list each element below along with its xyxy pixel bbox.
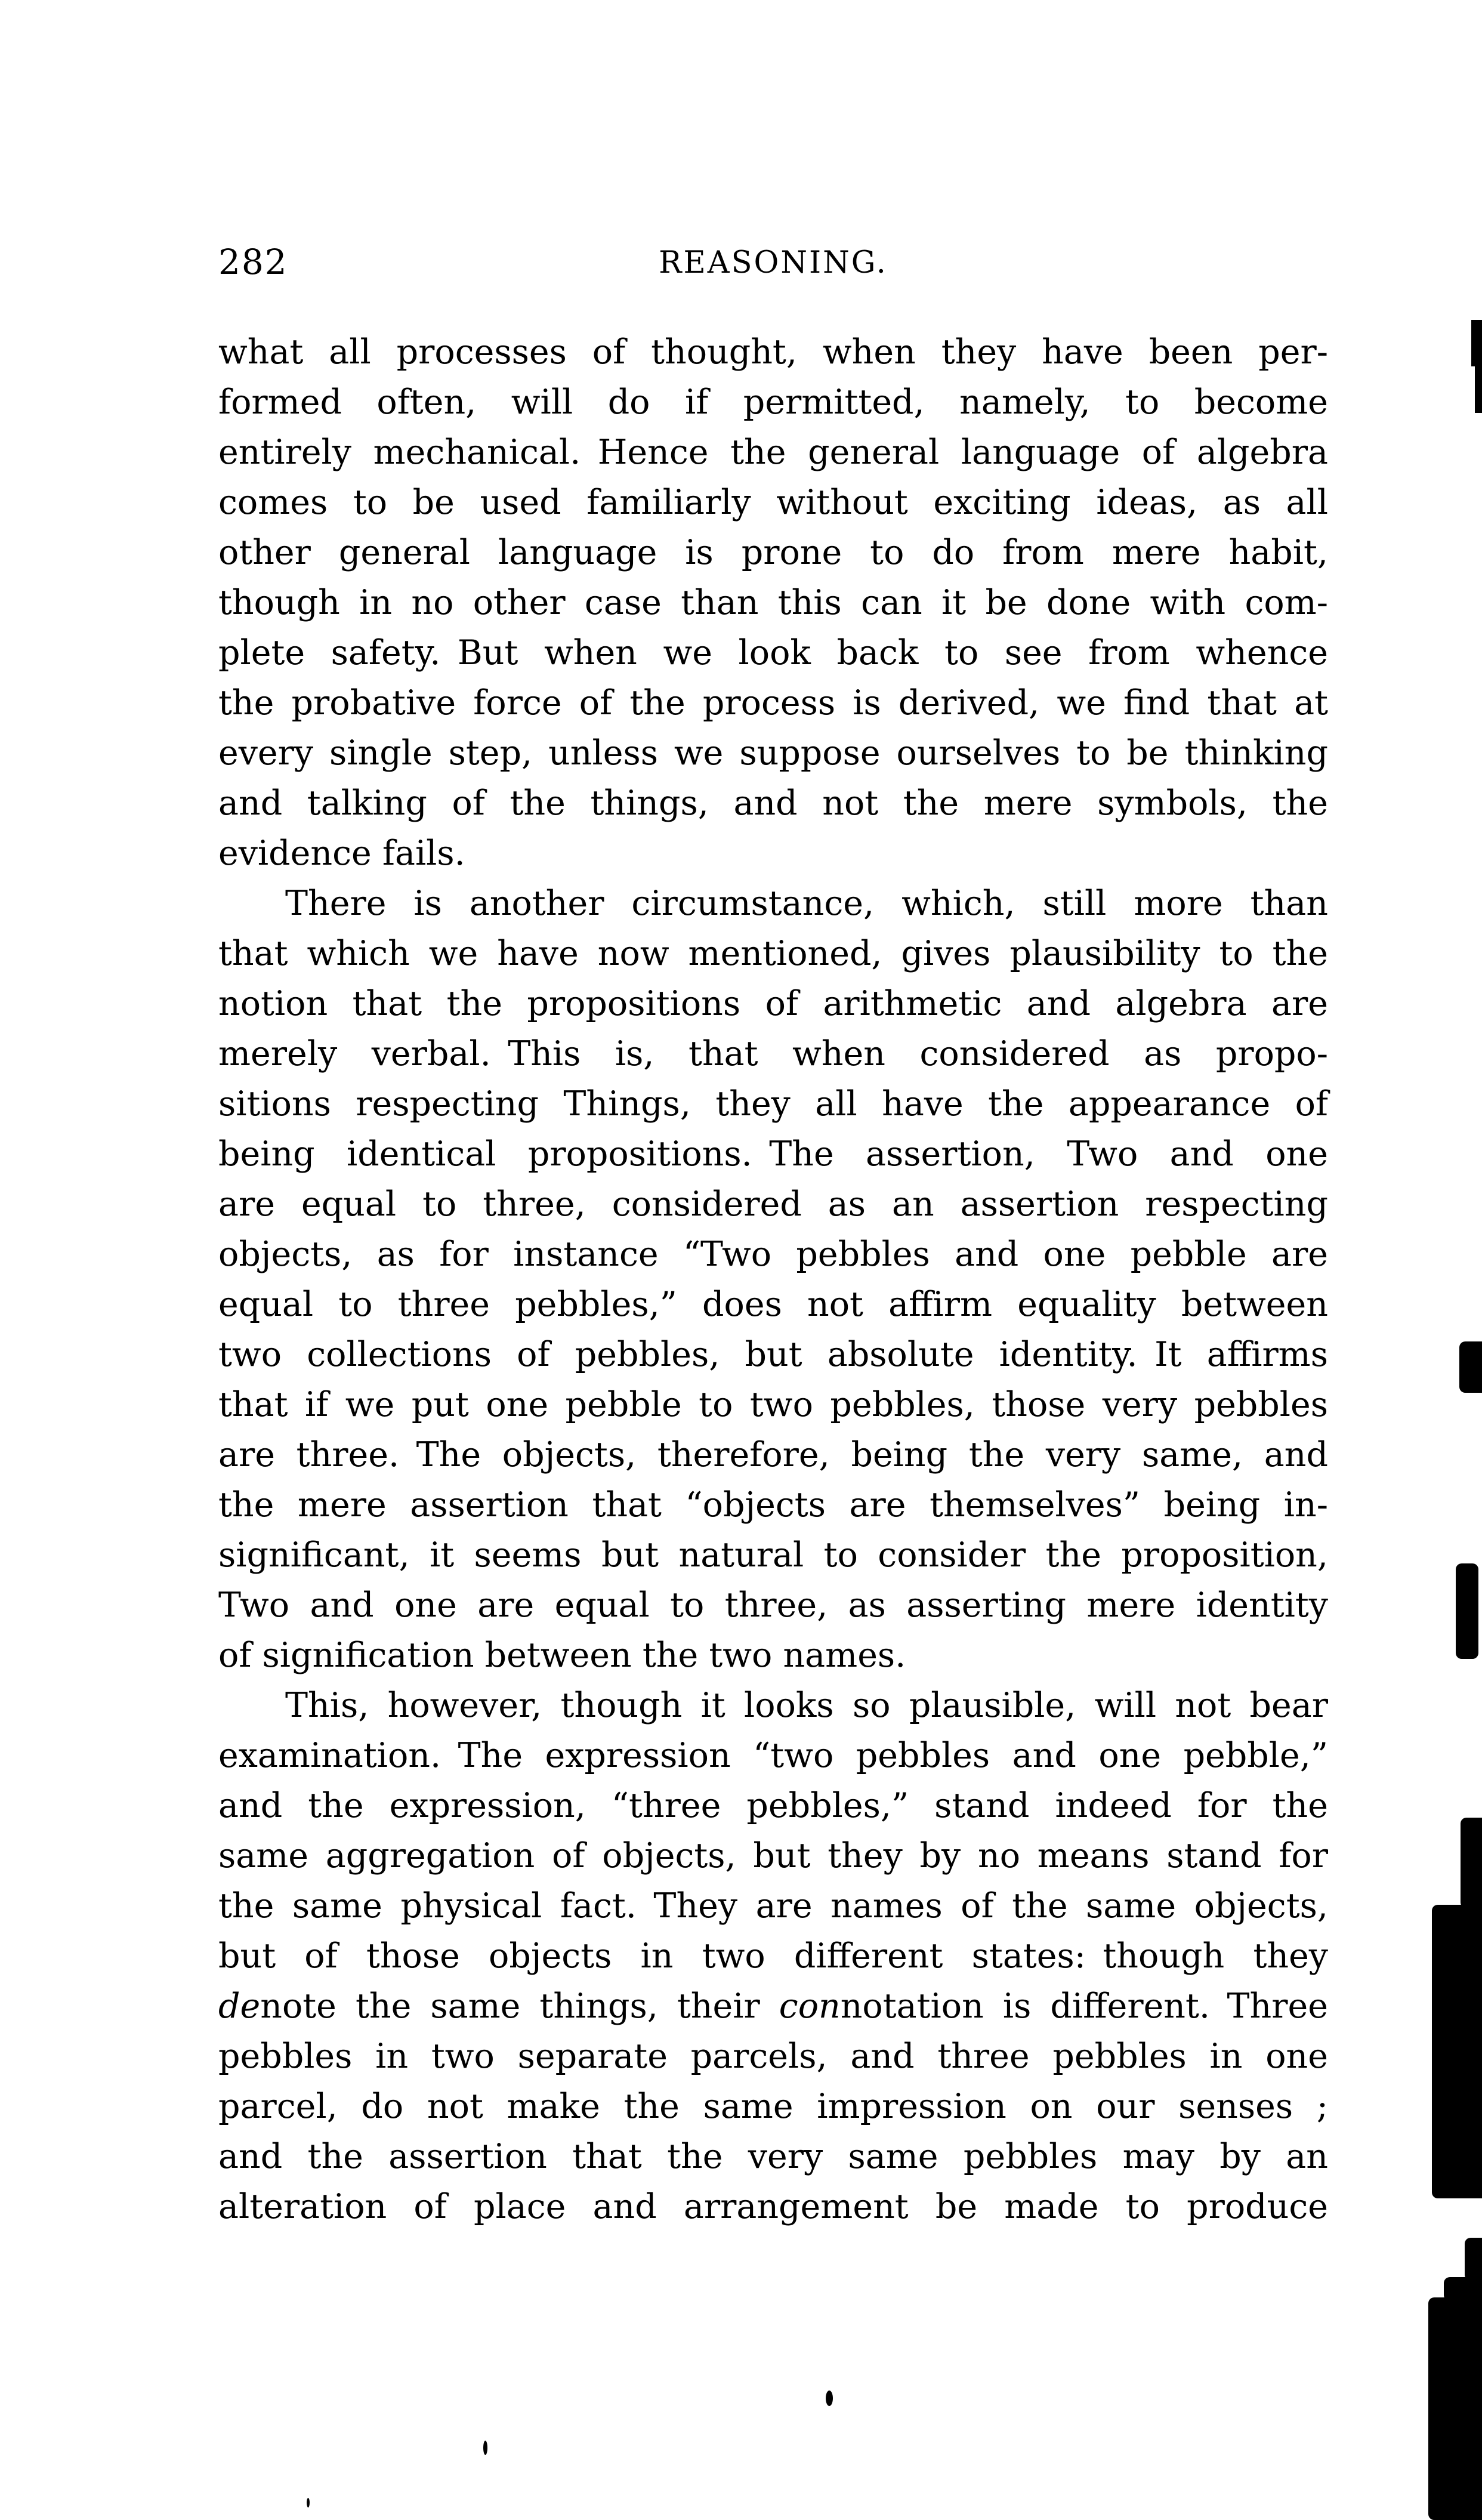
italic-fragment: con bbox=[779, 1987, 841, 2026]
text-line: comes to be used familiarly without exciting ideas, as all bbox=[218, 483, 1328, 522]
text-line: alteration of place and arrangement be made to produce bbox=[218, 2187, 1328, 2226]
scan-artifact-blob bbox=[1459, 1341, 1482, 1393]
text-line: There is another circumstance, which, still more than bbox=[285, 884, 1328, 923]
paragraph-2 bbox=[218, 878, 1328, 1680]
text-line: and the expression, “three pebbles,” stand indeed for the bbox=[218, 1786, 1328, 1825]
text-line: the probative force of the process is derived, we find that at bbox=[218, 683, 1328, 723]
text-line: sitions respecting Things, they all have the appearance of bbox=[218, 1084, 1328, 1124]
scan-artifact-blob bbox=[1465, 2238, 1482, 2281]
body-text bbox=[218, 327, 1328, 2232]
scan-artifact-edge-bar bbox=[1475, 363, 1482, 413]
text-line: that which we have now mentioned, gives plausibility to the bbox=[218, 934, 1328, 973]
text-line: parcel, do not make the same impression on our senses ; bbox=[218, 2087, 1328, 2126]
page-number: 282 bbox=[218, 242, 288, 282]
text-line: the mere assertion that “objects are themselves” being in- bbox=[218, 1485, 1328, 1525]
text-line: that if we put one pebble to two pebbles, those very pebbles bbox=[218, 1385, 1328, 1424]
scan-artifact-blob bbox=[1456, 1563, 1478, 1659]
text-line: objects, as for instance “Two pebbles and one pebble are bbox=[218, 1235, 1328, 1274]
text-fragment: notation is different. Three bbox=[840, 1987, 1328, 2026]
text-line: merely verbal. This is, that when considered as propo- bbox=[218, 1034, 1328, 1074]
text-line: plete safety. But when we look back to see from whence bbox=[218, 633, 1328, 673]
text-line: every single step, unless we suppose ourselves to be thinking bbox=[218, 733, 1328, 773]
scan-artifact-blob bbox=[1432, 1905, 1482, 2198]
text-line: examination. The expression “two pebbles and one pebble,” bbox=[218, 1736, 1328, 1775]
text-line: This, however, though it looks so plausible, will not bear bbox=[285, 1686, 1328, 1725]
text-line: two collections of pebbles, but absolute identity. It affirms bbox=[218, 1335, 1328, 1374]
text-line: evidence fails. bbox=[218, 834, 465, 873]
scan-artifact-blob bbox=[1461, 1818, 1482, 1908]
text-line: notion that the propositions of arithmetic and algebra are bbox=[218, 984, 1328, 1023]
italic-fragment: de bbox=[218, 1987, 261, 2026]
scan-artifact-speck bbox=[826, 2391, 833, 2406]
text-line: entirely mechanical. Hence the general language of algebra bbox=[218, 433, 1328, 472]
text-line: of signification between the two names. bbox=[218, 1636, 906, 1675]
running-head: REASONING. bbox=[659, 245, 888, 280]
paragraph-1 bbox=[218, 327, 1328, 878]
text-line: other general language is prone to do from mere habit, bbox=[218, 533, 1328, 572]
text-line: being identical propositions. The assertion, Two and one bbox=[218, 1134, 1328, 1174]
paragraph-3 bbox=[218, 1680, 1328, 2232]
text-line: pebbles in two separate parcels, and three pebbles in one bbox=[218, 2037, 1328, 2076]
scan-artifact-edge-bar bbox=[1471, 320, 1482, 366]
text-line: are three. The objects, therefore, being the very same, and bbox=[218, 1435, 1328, 1475]
text-line: formed often, will do if permitted, namely, to become bbox=[218, 383, 1328, 422]
text-line: significant, it seems but natural to consider the proposition, bbox=[218, 1535, 1328, 1575]
text-line: but of those objects in two different states: though they bbox=[218, 1936, 1328, 1976]
text-fragment: note the same things, their bbox=[260, 1987, 779, 2026]
text-line: same aggregation of objects, but they by no means stand for bbox=[218, 1836, 1328, 1876]
text-line: what all processes of thought, when they have been per- bbox=[218, 332, 1328, 372]
text-line: Two and one are equal to three, as asserting mere identity bbox=[218, 1586, 1328, 1625]
text-line: though in no other case than this can it be done with com- bbox=[218, 583, 1328, 622]
text-line: and talking of the things, and not the mere symbols, the bbox=[218, 784, 1328, 823]
text-line: are equal to three, considered as an assertion respecting bbox=[218, 1185, 1328, 1224]
text-line-emphasis bbox=[218, 1981, 1328, 2031]
text-line: and the assertion that the very same pebbles may by an bbox=[218, 2137, 1328, 2176]
text-line: equal to three pebbles,” does not affirm equality between bbox=[218, 1285, 1328, 1324]
scan-artifact-speck bbox=[307, 2498, 310, 2507]
scan-artifact-speck bbox=[483, 2441, 487, 2455]
text-line: the same physical fact. They are names of the same objects, bbox=[218, 1886, 1328, 1926]
page-header bbox=[218, 243, 1328, 285]
scan-artifact-blob bbox=[1428, 2297, 1482, 2520]
